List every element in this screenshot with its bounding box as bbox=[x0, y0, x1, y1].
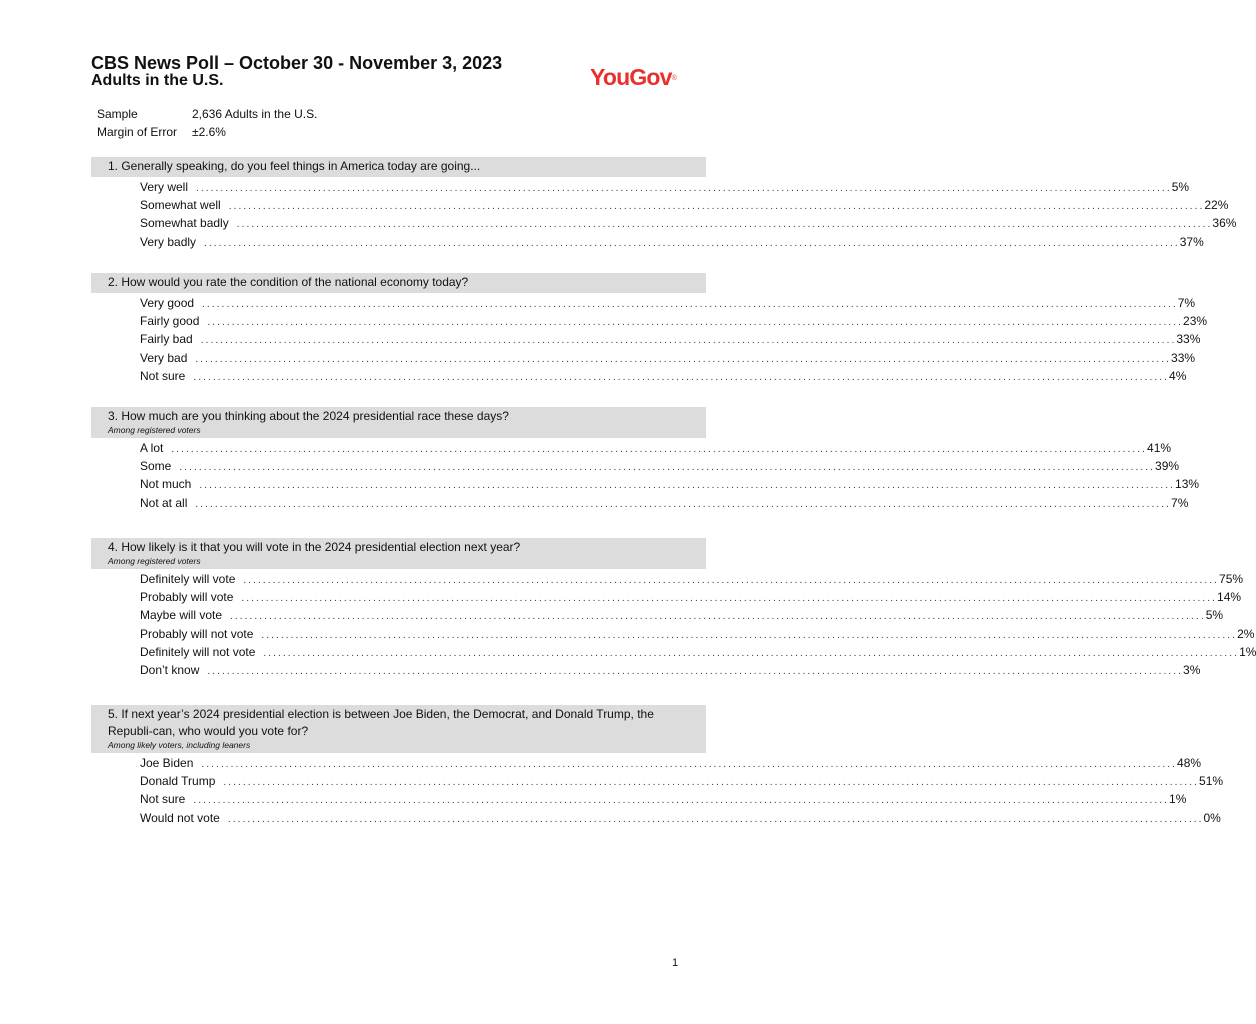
leader-dots: ........................................................................................................................................................................................................ bbox=[207, 665, 1184, 677]
answer-row bbox=[140, 661, 1201, 679]
margin-of-error-row bbox=[97, 123, 317, 141]
question-2 bbox=[91, 273, 1208, 385]
sample-value: 2,636 Adults in the U.S. bbox=[192, 107, 318, 121]
answer-value: 5% bbox=[1205, 608, 1224, 623]
answer-label: Not at all bbox=[140, 495, 188, 510]
answer-label: Fairly bad bbox=[140, 332, 193, 347]
sample-info bbox=[97, 105, 317, 141]
answer-label: Definitely will vote bbox=[140, 572, 236, 586]
answer-value: 22% bbox=[1204, 198, 1229, 213]
answer-label: A lot bbox=[140, 441, 164, 455]
answer-value: 75% bbox=[1219, 572, 1244, 586]
answer-list bbox=[91, 177, 1237, 251]
answer-value: 33% bbox=[1171, 350, 1196, 365]
answer-label: Maybe will vote bbox=[140, 608, 223, 623]
page-title: CBS News Poll – October 30 - November 3, 2023 bbox=[91, 53, 503, 73]
answer-list bbox=[91, 753, 1224, 827]
question-text: 4. How likely is it that you will vote in the 2024 presidential election next year? bbox=[108, 540, 521, 554]
leader-dots: ........................................................................................................................................................................................................ bbox=[195, 498, 1172, 510]
answer-row bbox=[140, 754, 1202, 772]
answer-label: Very badly bbox=[140, 234, 197, 249]
answer-value: 1% bbox=[1239, 644, 1256, 659]
answer-row bbox=[140, 606, 1224, 624]
answer-row bbox=[140, 367, 1187, 385]
leader-dots: ........................................................................................................................................................................................................ bbox=[230, 611, 1206, 623]
question-1 bbox=[91, 157, 1237, 251]
answer-row bbox=[140, 439, 1172, 457]
question-header bbox=[91, 273, 706, 293]
registered-mark: ® bbox=[671, 75, 677, 82]
leader-dots: ........................................................................................................................................................................................................ bbox=[199, 480, 1176, 492]
question-3 bbox=[91, 407, 1200, 512]
question-text: 1. Generally speaking, do you feel things in America today are going... bbox=[108, 159, 481, 173]
answer-label: Donald Trump bbox=[140, 774, 216, 789]
answer-value: 36% bbox=[1212, 216, 1237, 231]
answer-row bbox=[140, 772, 1224, 790]
answer-label: Joe Biden bbox=[140, 756, 194, 770]
sample-row bbox=[97, 105, 317, 123]
leader-dots: ........................................................................................................................................................................................................ bbox=[201, 759, 1178, 770]
leader-dots: ........................................................................................................................................................................................................ bbox=[243, 575, 1220, 586]
question-header bbox=[91, 538, 706, 569]
answer-label: Very good bbox=[140, 296, 195, 310]
leader-dots: ........................................................................................................................................................................................................ bbox=[200, 335, 1177, 347]
leader-dots: ........................................................................................................................................................................................................ bbox=[171, 444, 1148, 455]
answer-label: Would not vote bbox=[140, 810, 220, 825]
answer-row bbox=[140, 625, 1255, 643]
answer-row bbox=[140, 349, 1196, 367]
answer-label: Fairly good bbox=[140, 314, 200, 329]
leader-dots: ........................................................................................................................................................................................................ bbox=[204, 237, 1180, 249]
answer-row bbox=[140, 214, 1237, 232]
question-5 bbox=[91, 705, 1224, 827]
answer-value: 14% bbox=[1217, 590, 1242, 605]
answer-row bbox=[140, 294, 1196, 312]
answer-value: 33% bbox=[1176, 332, 1201, 347]
answer-value: 37% bbox=[1179, 234, 1204, 249]
answer-label: Not sure bbox=[140, 792, 186, 807]
answer-row bbox=[140, 196, 1229, 214]
margin-of-error-value: ±2.6% bbox=[192, 125, 226, 139]
answer-row bbox=[140, 570, 1244, 588]
answer-value: 48% bbox=[1177, 756, 1202, 770]
leader-dots: ........................................................................................................................................................................................................ bbox=[196, 183, 1172, 194]
answer-value: 7% bbox=[1177, 296, 1196, 310]
answer-value: 23% bbox=[1183, 314, 1208, 329]
answer-label: Probably will vote bbox=[140, 590, 234, 605]
leader-dots: ........................................................................................................................................................................................................ bbox=[263, 647, 1240, 659]
answer-value: 51% bbox=[1199, 774, 1224, 789]
question-text: 2. How would you rate the condition of the national economy today? bbox=[108, 275, 469, 289]
answer-value: 0% bbox=[1203, 810, 1221, 825]
answer-value: 7% bbox=[1171, 495, 1189, 510]
answer-label: Definitely will not vote bbox=[140, 644, 256, 659]
answer-label: Somewhat badly bbox=[140, 216, 229, 231]
answer-row bbox=[140, 457, 1180, 475]
answer-row bbox=[140, 494, 1189, 512]
leader-dots: ........................................................................................................................................................................................................ bbox=[179, 462, 1156, 474]
answer-value: 41% bbox=[1147, 441, 1172, 455]
question-note: Among likely voters, including leaners bbox=[108, 740, 251, 750]
question-note: Among registered voters bbox=[108, 425, 201, 435]
leader-dots: ........................................................................................................................................................................................................ bbox=[236, 219, 1213, 231]
answer-label: Very bad bbox=[140, 350, 188, 365]
leader-dots: ........................................................................................................................................................................................................ bbox=[195, 353, 1172, 365]
leader-dots: ........................................................................................................................................................................................................ bbox=[261, 629, 1238, 641]
answer-label: Probably will not vote bbox=[140, 626, 254, 641]
leader-dots: ........................................................................................................................................................................................................ bbox=[207, 317, 1184, 329]
answer-value: 2% bbox=[1237, 626, 1255, 641]
answer-value: 3% bbox=[1183, 662, 1201, 677]
answer-label: Don’t know bbox=[140, 662, 200, 677]
margin-of-error-label: Margin of Error bbox=[97, 125, 178, 139]
answer-value: 13% bbox=[1175, 477, 1200, 492]
sample-label: Sample bbox=[97, 107, 138, 121]
answer-list bbox=[91, 569, 1256, 679]
question-text: 3. How much are you thinking about the 2024 presidential race these days? bbox=[108, 409, 509, 423]
answer-row bbox=[140, 178, 1190, 196]
leader-dots: ........................................................................................................................................................................................................ bbox=[193, 371, 1170, 383]
answer-label: Somewhat well bbox=[140, 198, 221, 213]
answer-value: 4% bbox=[1169, 368, 1187, 383]
answer-row bbox=[140, 475, 1200, 493]
answer-row bbox=[140, 330, 1201, 348]
leader-dots: ........................................................................................................................................................................................................ bbox=[241, 593, 1218, 605]
answer-row bbox=[140, 643, 1256, 661]
leader-dots: ........................................................................................................................................................................................................ bbox=[223, 777, 1200, 789]
answer-list bbox=[91, 438, 1200, 512]
question-header bbox=[91, 407, 706, 438]
question-text: 5. If next year’s 2024 presidential election is between Joe Biden, the Democrat, and Donald Trump, the Republi-can, who would you vote for? bbox=[108, 707, 654, 738]
answer-value: 5% bbox=[1171, 180, 1190, 194]
leader-dots: ........................................................................................................................................................................................................ bbox=[228, 201, 1205, 213]
answer-row bbox=[140, 233, 1204, 251]
leader-dots: ........................................................................................................................................................................................................ bbox=[193, 795, 1170, 807]
leader-dots: ........................................................................................................................................................................................................ bbox=[202, 299, 1178, 310]
question-header bbox=[91, 705, 706, 753]
question-4 bbox=[91, 538, 1256, 679]
page-number: 1 bbox=[672, 957, 679, 969]
answer-value: 39% bbox=[1155, 459, 1180, 474]
answer-label: Not much bbox=[140, 477, 192, 492]
leader-dots: ........................................................................................................................................................................................................ bbox=[227, 813, 1204, 825]
logo-text: YouGov bbox=[590, 64, 672, 90]
answer-row bbox=[140, 312, 1208, 330]
answer-label: Very well bbox=[140, 180, 189, 194]
answer-label: Some bbox=[140, 459, 172, 474]
yougov-logo bbox=[590, 64, 676, 90]
page-subtitle: Adults in the U.S. bbox=[91, 72, 224, 89]
answer-value: 1% bbox=[1169, 792, 1187, 807]
answer-label: Not sure bbox=[140, 368, 186, 383]
answer-row bbox=[140, 809, 1221, 827]
answer-row bbox=[140, 588, 1242, 606]
answer-row bbox=[140, 790, 1187, 808]
question-header bbox=[91, 157, 706, 177]
answer-list bbox=[91, 293, 1208, 385]
question-note: Among registered voters bbox=[108, 556, 201, 566]
